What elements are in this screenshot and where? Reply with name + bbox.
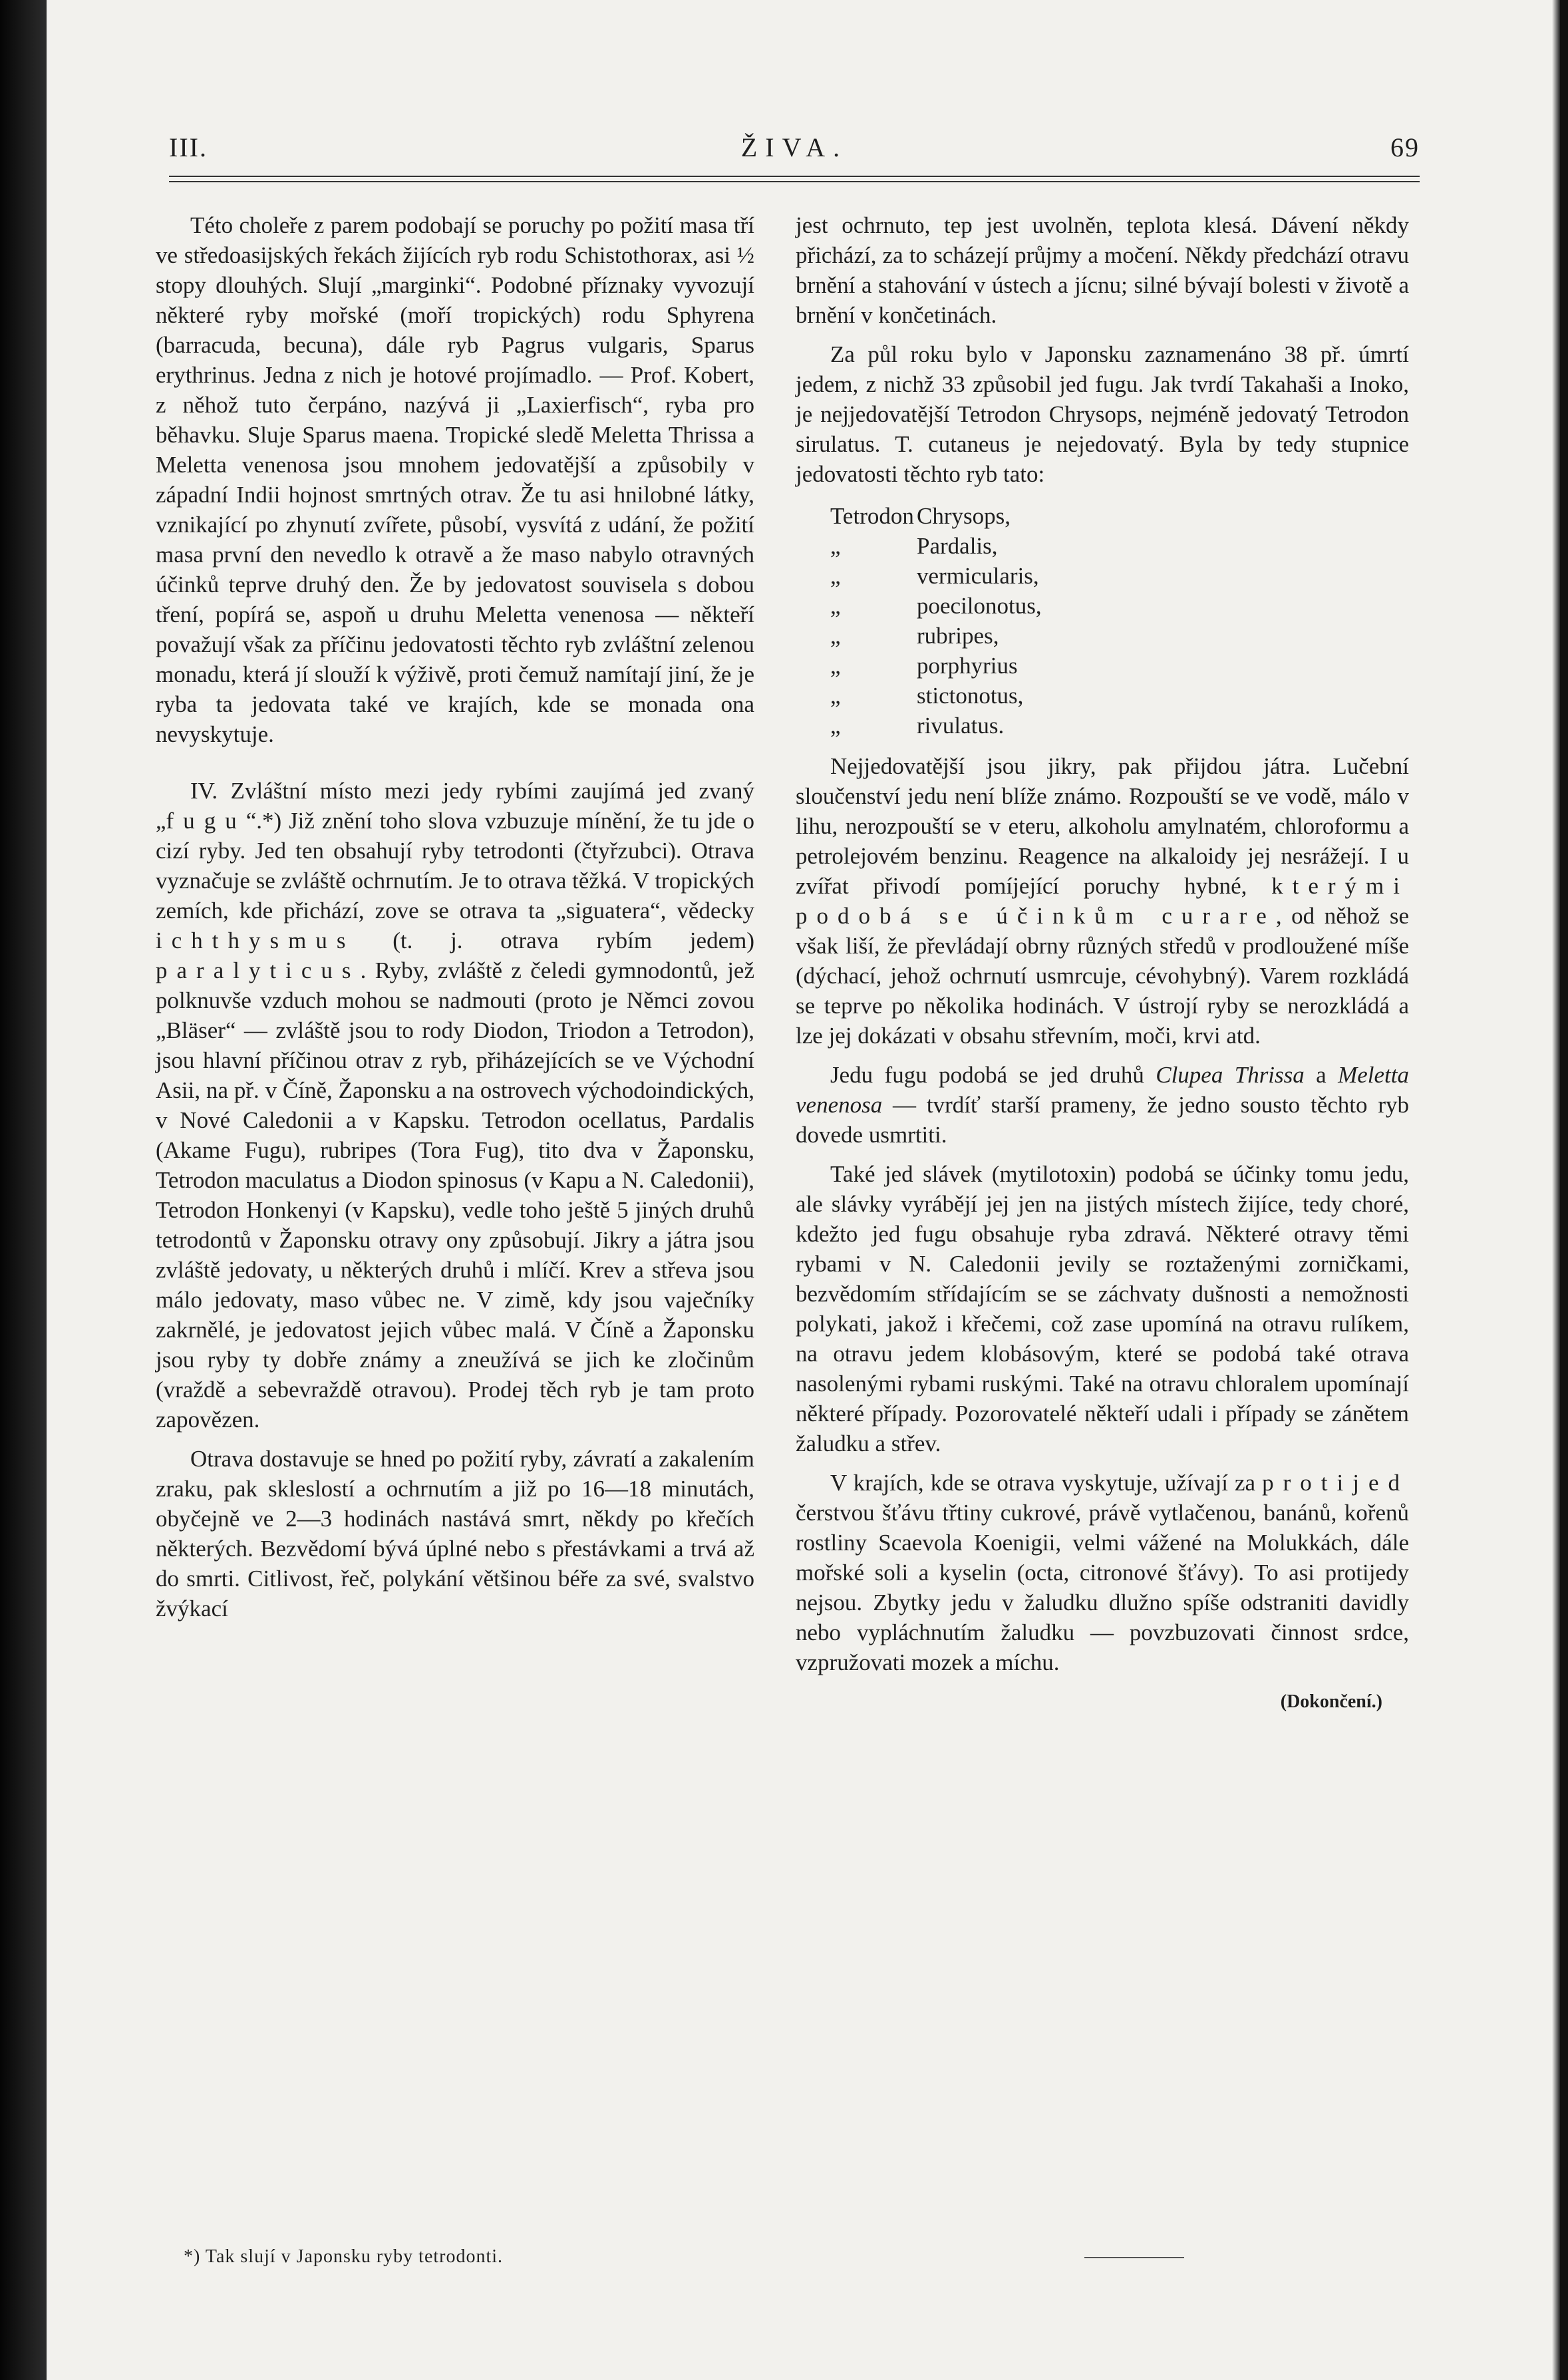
list-item: [830, 621, 1409, 651]
paragraph-chemistry: [796, 751, 1409, 1051]
species-clupea-thrissa: Clupea Thrissa: [1156, 1062, 1305, 1088]
spaced-curare-phrase: kterými podobá se účinkům curare: [796, 873, 1409, 929]
similar-text-and: a: [1304, 1062, 1338, 1088]
species-name: rivulatus.: [917, 713, 1005, 739]
section-iv-text-end: . Ryby, zvláště z čeledi gymnodontů, jež polknuvše vzduch mohou se nadmouti (proto je Němci zovou „Bläser“ — zvláště jsou to rody Diodon, Triodon a Tetrodon), jsou hlavní příčinou otrav z ryb, přiházejících se ve Východní Asii, na př. v Číně, Žaponsku a na ostrovech východoindických, v Nové Caledonii a v Kapsku. Tetrodon ocellatus, Pardalis (Akame Fugu), rubripes (Tora Fug), tito dva v Žaponsku, Tetrodon maculatus a Diodon spinosus (v Kapu a N. Caledonii), Tetrodon Honkenyi (v Kapsku), vedle toho ještě 5 jiných druhů tetrodontů v Žaponsku otravy ony způsobují. Jikry a játra jsou zvláště jedovaty, u některých druhů i mlíčí. Krev a střeva jsou málo jedovaty, maso vůbec ne. V zimě, kdy jsou vaječníky zakrnělé, je jedovatost jejich vůbec malá. V Číně a Žaponsku jsou ryby ty dobře známy a zneužívá se jich ke zločinům (vraždě a sebevraždě otravou). Prodej těch ryb je tam proto zapovězen.: [156, 957, 754, 1433]
list-item: [830, 711, 1409, 741]
journal-title: ŽIVA.: [740, 132, 848, 162]
footnote: *) Tak slují v Japonsku ryby tetrodonti.: [184, 2246, 504, 2267]
list-item: [830, 591, 1409, 621]
list-item: [830, 651, 1409, 681]
ditto-mark: „: [830, 563, 841, 589]
section-number: III.: [169, 132, 208, 162]
paragraph-mytilotoxin: Také jed slávek (mytilotoxin) podobá se účinky tomu jedu, ale slávky vyrábějí jej jen na jistých místech žijíce, tedy choré, kdežto jed fugu obsahuje ryba zdravá. Některé otravy těmi rybami v N. Caledonii jevily se roztaženými zorničkami, bezvědomím střídajícím se se záchvaty dušnosti a nemožnosti polykati, jakož i křečemi, což zase upomíná na otravu rulíkem, na otravu jedem klobásovým, které se podobá také otrava nasolenými rybami ruskými. Také na otravu chloralem upomínají některé případy. Pozorovatelé někteří udali i případy se zánětem žaludku a střev.: [796, 1161, 1409, 1456]
section-iv-text-start: IV. Zvláštní místo mezi jedy rybími zaujímá jed zvaný „: [156, 778, 754, 834]
ditto-mark: „: [830, 623, 841, 649]
antidote-text-end: čerstvou šťávu třtiny cukrové, právě vytlačenou, banánů, kořenů rostliny Scaevola Koenigii, velmi vážené na Molukkách, dále mořské soli a kyselin (octa, citronové šťávy). To asi protijedy nejsou. Zbytky jedu v žaludku dlužno spíše odstraniti davidly nebo vypláchnutím žaludku — povzbuzovati činnost srdce, vzpružovati mozek a míchu.: [796, 1500, 1409, 1675]
species-name: rubripes,: [917, 623, 999, 649]
term-ichthyismus: ichthysmus: [156, 928, 355, 953]
list-item: [830, 681, 1409, 711]
species-name: vermicularis,: [917, 563, 1039, 589]
header-rule-top: [169, 176, 1420, 177]
species-name: Pardalis,: [917, 533, 998, 559]
page-number: 69: [1390, 132, 1420, 162]
list-item: [830, 501, 1409, 531]
ditto-mark: „: [830, 593, 841, 619]
chemistry-text-start: Nejjedovatější jsou jikry, pak přijdou játra. Lučební sloučenství jedu není blíže známo. Rozpouští se ve vodě, málo v lihu, nerozpouští se v eteru, alkoholu amylnatém, chloroformu a petrolejovém benzinu. Reagence na alkaloidy jej nesrážejí. I u zvířat přivodí pomíjející poruchy hybné,: [796, 753, 1409, 899]
paragraph-japan-statistics: Za půl roku bylo v Japonsku zaznamenáno 38 př. úmrtí jedem, z nichž 33 způsobil jed fugu. Jak tvrdí Takahaši a Inoko, je nejjedovatější Tetrodon Chrysops, nejméně jedovatý Tetrodon sirulatus. T. cutaneus je nejedovatý. Byla by tedy stupnice jedovatosti těchto ryb tato:: [796, 341, 1409, 487]
term-paralyticus: paralyticus: [156, 957, 361, 983]
paragraph-antidote: [796, 1468, 1409, 1677]
toxicity-scale-list: [830, 501, 1409, 741]
ditto-mark: „: [830, 533, 841, 559]
section-iv-text-mid1: “.*) Již znění toho slova vzbuzuje mínění, že tu jde o cizí ryby. Jed ten obsahují ryby tetrodonti (čtyřzubci). Otrava vyznačuje se zvláště ochrnutím. Je to otrava těžká. V tropických zemích, kde přichází, zove se otrava ta „siguatera“, vědecky: [156, 808, 754, 924]
continuation-note: (Dokončení.): [1280, 1691, 1382, 1712]
list-item: [830, 561, 1409, 591]
page-edge-shadow: [1552, 0, 1560, 2380]
species-name: stictonotus,: [917, 683, 1024, 709]
left-column: [156, 210, 754, 1633]
paragraph-symptoms: Otrava dostavuje se hned po požití ryby, závratí a zakalením zraku, pak skleslostí a ochrnutím a již po 16—18 minutách, obyčejně ve 2—3 hodinách nastává smrt, někdy po křečích některých. Bezvědomí bývá úplné nebo s přestávkami a trvá až do smrti. Citlivost, řeč, polykání většinou béře za své, svalstvo žvýkací: [156, 1446, 754, 1621]
paragraph-symptoms-cont: jest ochrnuto, tep jest uvolněn, teplota klesá. Dávení někdy přichází, za to scházejí průjmy a močení. Někdy předchází otravu brnění a stahování v ústech a jícnu; silné bývají bolesti v životě a brnění v končetinách.: [796, 212, 1409, 328]
section-iv-text-mid2: (t. j. otrava rybím jedem): [355, 928, 754, 953]
species-meletta-venenosa: Meletta venenosa: [796, 1062, 1409, 1118]
antidote-text-start: V krajích, kde se otrava vyskytuje, užívají za: [830, 1470, 1263, 1496]
species-name: Chrysops,: [917, 503, 1011, 529]
genus-label: Tetrodon: [830, 503, 914, 529]
list-item: [830, 531, 1409, 561]
paragraph-cholera: Této choleře z parem podobají se poruchy po požití masa tří ve středoasijských řekách žijících ryb rodu Schistothorax, asi ½ stopy dlouhých. Slují „marginki“. Podobné příznaky vyvozují některé ryby mořské (moří tropických) rodu Sphyrena (barracuda, becuna), dále ryb Pagrus vulgaris, Sparus erythrinus. Jedna z nich je hotové projímadlo. — Prof. Kobert, z něhož tuto čerpáno, nazývá ji „Laxierfisch“, ryba pro běhavku. Sluje Sparus maena. Tropické sledě Meletta Thrissa a Meletta venenosa jsou mnohem jedovatější a způsobily v západní Indii hojnost smrtných otrav. Že tu asi hnilobné látky, vznikající po zhynutí zvířete, působí, vysvítá z udání, že požití masa první den nevedlo k otravě a že maso nabylo otravných účinků teprve druhý den. Že by jedovatost souvisela s dobou tření, popírá se, aspoň u druhu Meletta venenosa — někteří považují však za příčinu jedovatosti těchto ryb zvláštní zelenou monadu, která jí slouží k výživě, proti čemuž namítají jiní, že je ryba ta jedovata také ve krajích, kde se monada ona nevyskytuje.: [156, 212, 754, 747]
footnote-separator: [1084, 2257, 1184, 2258]
similar-text-start: Jedu fugu podobá se jed druhů: [830, 1062, 1156, 1088]
running-header: [169, 132, 1420, 169]
similar-text-end: — tvrdíť starší prameny, že jedno sousto těchto ryb dovede usmrtiti.: [796, 1092, 1409, 1148]
species-name: poecilonotus,: [917, 593, 1042, 619]
paragraph-similar-poisons: [796, 1060, 1409, 1150]
ditto-mark: „: [830, 683, 841, 709]
ditto-mark: „: [830, 713, 841, 739]
ditto-mark: „: [830, 653, 841, 679]
chemistry-text-end: , od něhož se však liší, že převládají obrny různých středů v prodloužené míše (dýchací, jehož ochrnutí usmrcuje, cévohybný). Varem rozkládá se teprve po několika hodinách. V ústrojí ryby se nerozkládá a lze jej dokázati v obsahu střevním, moči, krvi atd.: [796, 903, 1409, 1049]
term-protijed: protijed: [1262, 1470, 1409, 1496]
species-name: porphyrius: [917, 653, 1018, 679]
scan-left-margin: [0, 0, 47, 2380]
right-column: [796, 210, 1409, 1717]
term-fugu: fugu: [166, 808, 246, 834]
paragraph-section-iv: [156, 776, 754, 1435]
header-rule-bottom: [169, 181, 1420, 182]
page: [47, 0, 1560, 2380]
